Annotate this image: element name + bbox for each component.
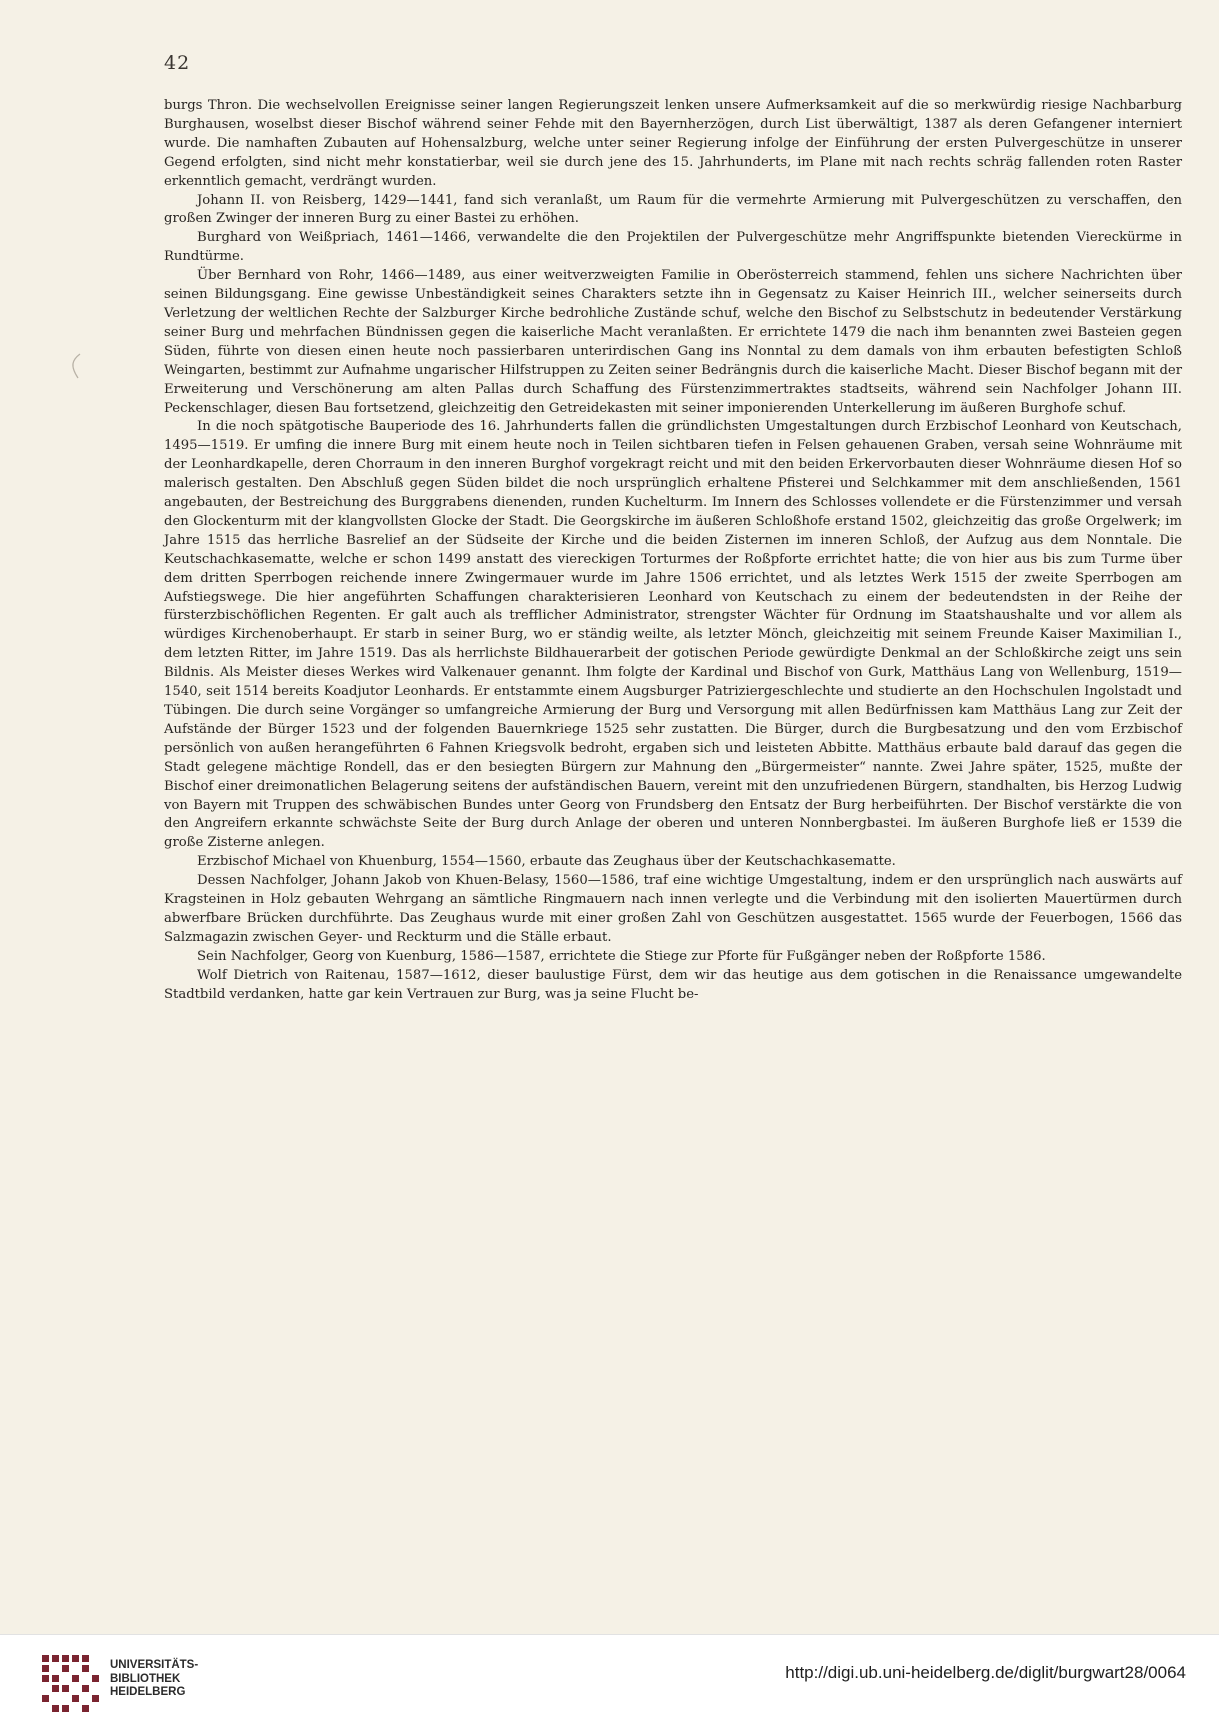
paragraph-7: Dessen Nachfolger, Johann Jakob von Khuen-Belasy, 1560—1586, traf eine wichtige Umgestaltung, indem er den ursprünglich nach auswärts auf Kragsteinen in Holz gebauten Wehrgang an sämtliche Ringmauern nach innen verlegte und die Verbindung mit den isolierten Mauertürmen durch abwerfbare Brücken durchführte. Das Zeughaus wurde mit einer großen Zahl von Geschützen ausgestattet. 1565 wurde der Feuerbogen, 1566 das Salzmagazin zwischen Geyer- und Reckturm und die Ställe erbaut. bbox=[164, 873, 1182, 945]
paragraph-9: Wolf Dietrich von Raitenau, 1587—1612, dieser baulustige Fürst, dem wir das heutige aus dem gotischen in die Renaissance umgewandelte Stadtbild verdanken, hatte gar kein Vertrauen zur Burg, was ja seine Flucht be- bbox=[164, 967, 1182, 1002]
paragraph-6: Erzbischof Michael von Khuenburg, 1554—1560, erbaute das Zeughaus über der Keutschachkasematte. bbox=[197, 854, 896, 870]
paragraph-3: Burghard von Weißpriach, 1461—1466, verwandelte die den Projektilen der Pulvergeschütze mehr Angriffspunkte bietenden Viereckürme in Rundtürme. bbox=[164, 230, 1182, 265]
library-name-line-3: HEIDELBERG bbox=[110, 1686, 186, 1698]
paragraph-1: burgs Thron. Die wechselvollen Ereignisse seiner langen Regierungszeit lenken unsere Aufmerksamkeit auf die so merkwürdig riesige Nachbarburg Burghausen, woselbst dieser Bischof während seiner Fehde mit den Bayernherzögen, durch List überwältigt, 1387 als deren Gefangener interniert wurde. Die namhaften Zubauten auf Hohensalzburg, welche unter seiner Regierung infolge der Einführung der ersten Pulvergeschütze in unserer Gegend erfolgten, sind nicht mehr konstatierbar, weil sie durch jene des 15. Jahrhunderts, im Plane mit nach rechts schräg fallenden roten Raster erkenntlich gemacht, verdrängt wurden. bbox=[164, 98, 1182, 189]
library-name bbox=[110, 1659, 198, 1700]
paragraph-8: Sein Nachfolger, Georg von Kuenburg, 1586—1587, errichtete die Stiege zur Pforte für Fußgänger neben der Roßpforte 1586. bbox=[197, 948, 1046, 964]
article-text bbox=[164, 97, 1182, 1005]
university-library-logo-icon bbox=[40, 1653, 100, 1713]
paragraph-2: Johann II. von Reisberg, 1429—1441, fand sich veranlaßt, um Raum für die vermehrte Armierung mit Pulvergeschützen zu verschaffen, den großen Zwinger der inneren Burg zu einer Bastei zu erhöhen. bbox=[164, 192, 1182, 227]
paragraph-5: In die noch spätgotische Bauperiode des 16. Jahrhunderts fallen die gründlichsten Umgestaltungen durch Erzbischof Leonhard von Keutschach, 1495—1519. Er umfing die innere Burg mit einem heute noch in Teilen sichtbaren tiefen in Felsen gehauenen Graben, versah seine Wohnräume mit der Leonhardkapelle, deren Chorraum in den inneren Burghof vorgekragt reicht und mit den beiden Erkervorbauten dieser Wohnräume diesen Hof so malerisch gestalten. Den Abschluß gegen Süden bildet die noch ursprünglich erhaltene Pfisterei und Selchkammer mit dem anschließenden, 1561 angebauten, der Bestreichung des Burggrabens dienenden, runden Kuchelturm. Im Innern des Schlosses vollendete er die Fürstenzimmer und versah den Glockenturm mit der klangvollsten Glocke der Stadt. Die Georgskirche im äußeren Schloßhofe erstand 1502, gleichzeitig das große Orgelwerk; im Jahre 1515 das herrliche Basrelief an der Südseite der Kirche und die beiden Zisternen im inneren Schloß, der Aufzug aus dem Nonntale. Die Keutschachkasematte, welche er schon 1499 anstatt des viereckigen Torturmes der Roßpforte errichtet hatte; die von hier aus bis zum Turme über dem dritten Sperrbogen reichende innere Zwingermauer wurde im Jahre 1506 errichtet, und als letztes Werk 1515 der zweite Sperrbogen am Aufstiegswege. Die hier angeführten Schaffungen charakterisieren Leonhard von Keutschach zu einem der bedeutendsten in der Reihe der fürsterzbischöflichen Regenten. Er galt auch als trefflicher Administrator, strengster Wächter für Ordnung im Staatshaushalte und vor allem als würdiges Kirchenoberhaupt. Er starb in seiner Burg, wo er ständig weilte, als letzter Mönch, gleichzeitig mit seinem Freunde Kaiser Maximilian I., dem letzten Ritter, im Jahre 1519. Das als herrlichste Bildhauerarbeit der gotischen Periode gewürdigte Denkmal an der Schloßkirche zeigt uns sein Bildnis. Als Meister dieses Werkes wird Valkenauer genannt. Ihm folgte der Kardinal und Bischof von Gurk, Matthäus Lang von Wellenburg, 1519—1540, seit 1514 bereits Koadjutor Leonhards. Er entstammte einem Augsburger Patriziergeschlechte und studierte an den Hochschulen Ingolstadt und Tübingen. Die durch seine Vorgänger so umfangreiche Armierung der Burg und Versorgung mit allen Bedürfnissen kam Matthäus Lang zur Zeit der Aufstände der Bürger 1523 und der folgenden Bauernkriege 1525 sehr zustatten. Die Bürger, durch die Burgbesatzung und den vom Erzbischof persönlich von außen herangeführten 6 Fahnen Kriegsvolk bedroht, ergaben sich und leisteten Abbitte. Matthäus erbaute bald darauf das gegen die Stadt gelegene mächtige Rondell, das er den besiegten Bürgern zur Mahnung den „Bürgermeister“ nannte. Zwei Jahre später, 1525, mußte der Bischof einer dreimonatlichen Belagerung seitens der aufständischen Bauern, vereint mit den unzufriedenen Bürgern, standhalten, bis Herzog Ludwig von Bayern mit Truppen des schwäbischen Bundes unter Georg von Frundsberg den Entsatz der Burg herbeiführten. Der Bischof verstärkte die von den Angreifern erkannte schwächste Seite der Burg durch Anlage der oberen und unteren Nonnbergbastei. Im äußeren Burghofe ließ er 1539 die große Zisterne anlegen. bbox=[164, 419, 1182, 851]
page-number: 42 bbox=[164, 52, 191, 74]
footer-bar bbox=[0, 1634, 1219, 1731]
source-url-link[interactable]: http://digi.ub.uni-heidelberg.de/diglit/burgwart28/0064 bbox=[785, 1663, 1186, 1682]
paragraph-4: Über Bernhard von Rohr, 1466—1489, aus einer weitverzweigten Familie in Oberösterreich stammend, fehlen uns sichere Nachrichten über seinen Bildungsgang. Eine gewisse Unbeständigkeit seines Charakters setzte ihn in Gegensatz zu Kaiser Heinrich III., welcher seinerseits durch Verletzung der weltlichen Rechte der Salzburger Kirche bedrohliche Zustände schuf, welche den Bischof zu Selbstschutz in bedeutender Verstärkung seiner Burg und mehrfachen Bündnissen gegen die kaiserliche Macht veranlaßten. Er errichtete 1479 die nach ihm benannten zwei Basteien gegen Süden, führte von diesen einen heute noch passierbaren unterirdischen Gang ins Nonntal zu dem damals von ihm erbauten befestigten Schloß Weingarten, bestimmt zur Aufnahme ungarischer Hilfstruppen zu Zeiten seiner Bedrängnis durch die kaiserliche Macht. Dieser Bischof begann mit der Erweiterung und Verschönerung am alten Pallas durch Schaffung des Fürstenzimmertraktes stadtseits, während sein Nachfolger Johann III. Peckenschlager, diesen Bau fortsetzend, gleichzeitig den Getreidekasten mit seiner imponierenden Unterkellerung im äußeren Burghofe schuf. bbox=[164, 268, 1182, 416]
library-name-line-1: UNIVERSITÄTS- bbox=[110, 1659, 199, 1671]
pencil-mark-icon bbox=[66, 352, 88, 380]
library-name-line-2: BIBLIOTHEK bbox=[110, 1672, 181, 1685]
